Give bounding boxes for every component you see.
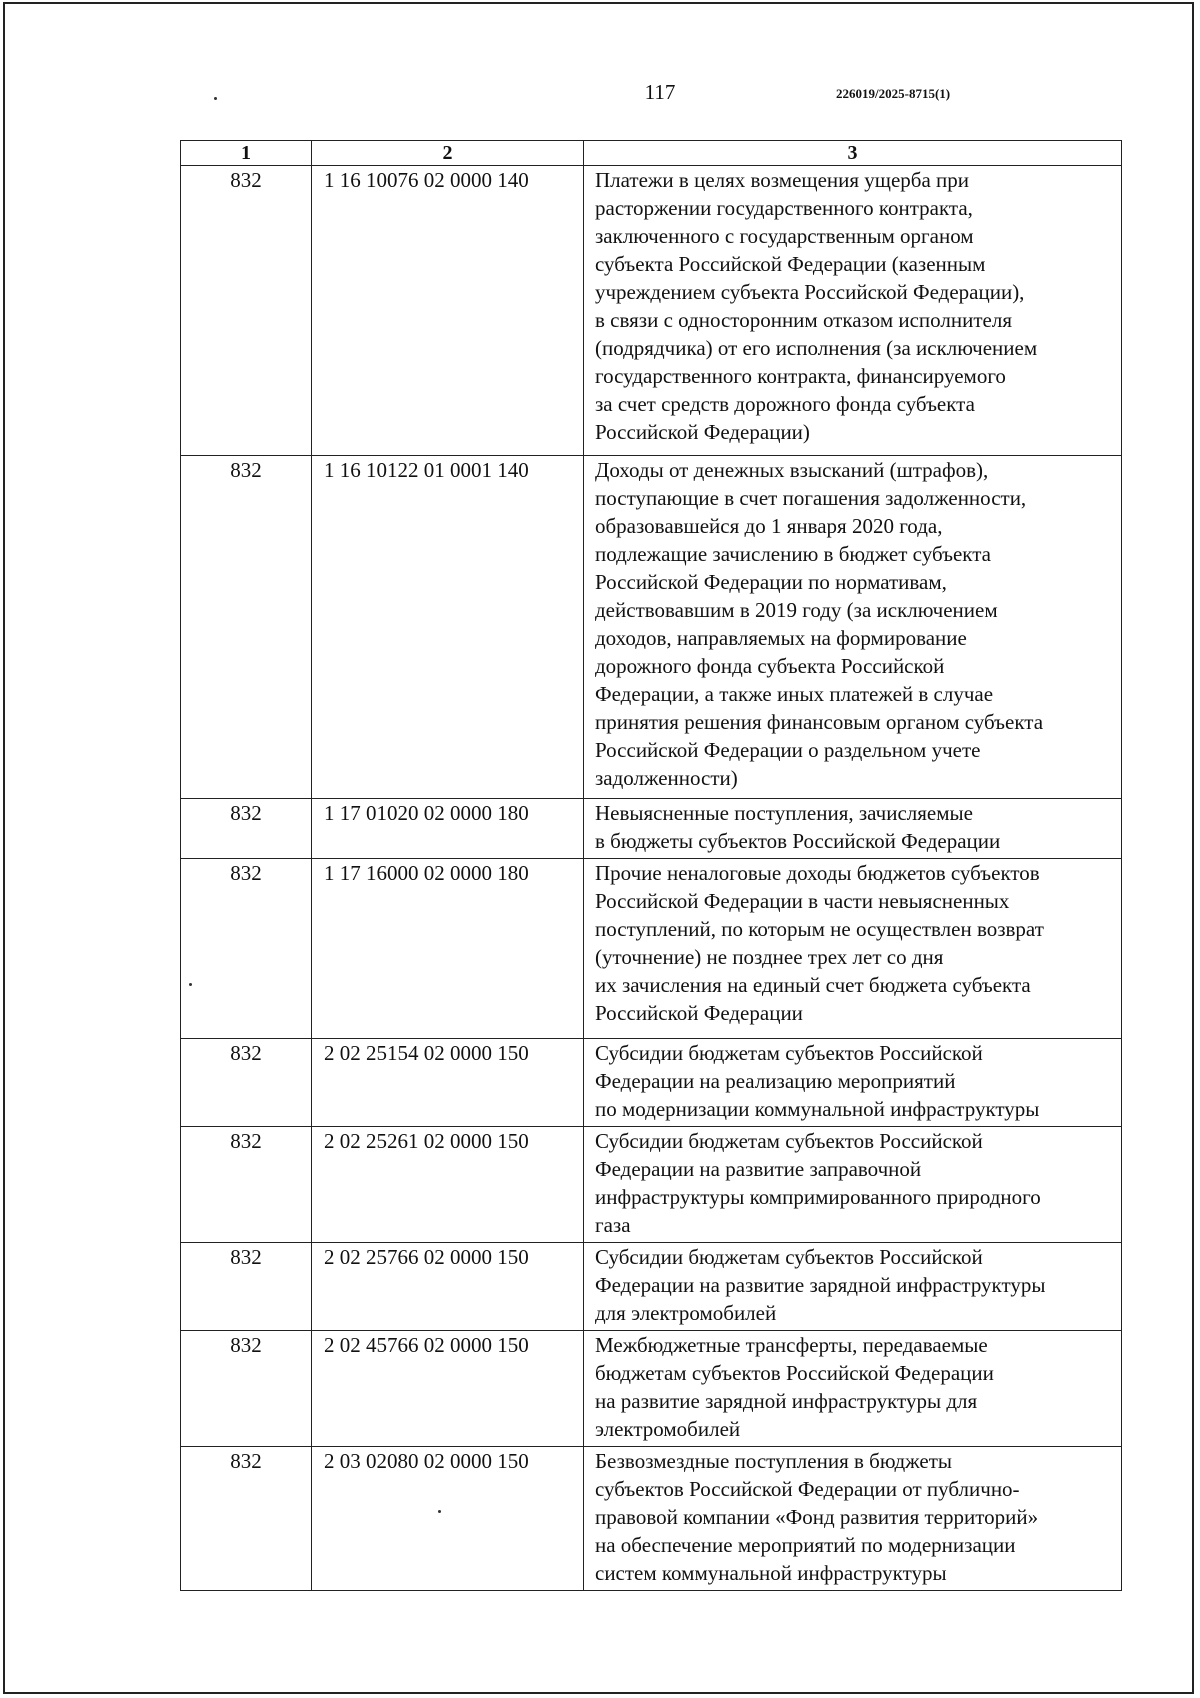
revenue-name: Платежи в целях возмещения ущерба при расторжении государственного контракта, заключенного с государственным органом субъекта Российской Федерации (казенным учреждением субъекта Российской Федерации), в связи с односторонним отказом исполнителя (подрядчика) от его исполнения (за исключением государственного контракта, финансируемого за счет средств дорожного фонда субъекта Российской Федерации) [584, 166, 1122, 456]
revenue-name: Субсидии бюджетам субъектов Российской Федерации на реализацию мероприятий по модернизации коммунальной инфраструктуры [584, 1039, 1122, 1127]
document-id: 226019/2025-8715(1) [836, 86, 951, 101]
budget-classification-code: 2 03 02080 02 0000 150 [312, 1447, 584, 1591]
column-header: 3 [584, 141, 1122, 166]
scan-speck [214, 97, 217, 100]
administrator-code: 832 [181, 1039, 312, 1127]
budget-classification-code: 2 02 45766 02 0000 150 [312, 1331, 584, 1447]
revenue-name: Невыясненные поступления, зачисляемые в бюджеты субъектов Российской Федерации [584, 799, 1122, 859]
revenue-name: Субсидии бюджетам субъектов Российской Федерации на развитие заправочной инфраструктуры компримированного природного газа [584, 1127, 1122, 1243]
column-header: 1 [181, 141, 312, 166]
administrator-code: 832 [181, 859, 312, 1039]
budget-classification-code: 2 02 25766 02 0000 150 [312, 1243, 584, 1331]
budget-classification-code: 1 16 10076 02 0000 140 [312, 166, 584, 456]
page-number: 117 [644, 80, 676, 104]
revenue-name: Субсидии бюджетам субъектов Российской Федерации на развитие зарядной инфраструктуры для электромобилей [584, 1243, 1122, 1331]
budget-classification-code: 2 02 25261 02 0000 150 [312, 1127, 584, 1243]
administrator-code: 832 [181, 1243, 312, 1331]
revenue-name: Прочие неналоговые доходы бюджетов субъектов Российской Федерации в части невыясненных поступлений, по которым не осуществлен возврат (уточнение) не позднее трех лет со дня их зачисления на единый счет бюджета субъекта Российской Федерации [584, 859, 1122, 1039]
administrator-code: 832 [181, 456, 312, 799]
table-row [181, 1039, 1122, 1127]
revenue-name: Межбюджетные трансферты, передаваемые бюджетам субъектов Российской Федерации на развитие зарядной инфраструктуры для электромобилей [584, 1331, 1122, 1447]
table-row [181, 799, 1122, 859]
administrator-code: 832 [181, 799, 312, 859]
table-row [181, 859, 1122, 1039]
budget-classification-code: 1 17 01020 02 0000 180 [312, 799, 584, 859]
administrator-code: 832 [181, 1331, 312, 1447]
table-row [181, 1243, 1122, 1331]
table-row [181, 166, 1122, 456]
table-row [181, 1331, 1122, 1447]
column-header: 2 [312, 141, 584, 166]
administrator-code: 832 [181, 166, 312, 456]
administrator-code: 832 [181, 1127, 312, 1243]
revenue-codes-table [180, 140, 1122, 1591]
revenue-name: Безвозмездные поступления в бюджеты субъектов Российской Федерации от публично- правовой компании «Фонд развития территорий» на обеспечение мероприятий по модернизации систем коммунальной инфраструктуры [584, 1447, 1122, 1591]
revenue-name: Доходы от денежных взысканий (штрафов), поступающие в счет погашения задолженности, образовавшейся до 1 января 2020 года, подлежащие зачислению в бюджет субъекта Российской Федерации по нормативам, действовавшим в 2019 году (за исключением доходов, направляемых на формирование дорожного фонда субъекта Российской Федерации, а также иных платежей в случае принятия решения финансовым органом субъекта Российской Федерации о раздельном учете задолженности) [584, 456, 1122, 799]
table-row [181, 1127, 1122, 1243]
table-row [181, 456, 1122, 799]
administrator-code: 832 [181, 1447, 312, 1591]
budget-classification-code: 1 16 10122 01 0001 140 [312, 456, 584, 799]
budget-classification-code: 2 02 25154 02 0000 150 [312, 1039, 584, 1127]
table-row [181, 1447, 1122, 1591]
budget-classification-code: 1 17 16000 02 0000 180 [312, 859, 584, 1039]
table-header-row [181, 141, 1122, 166]
